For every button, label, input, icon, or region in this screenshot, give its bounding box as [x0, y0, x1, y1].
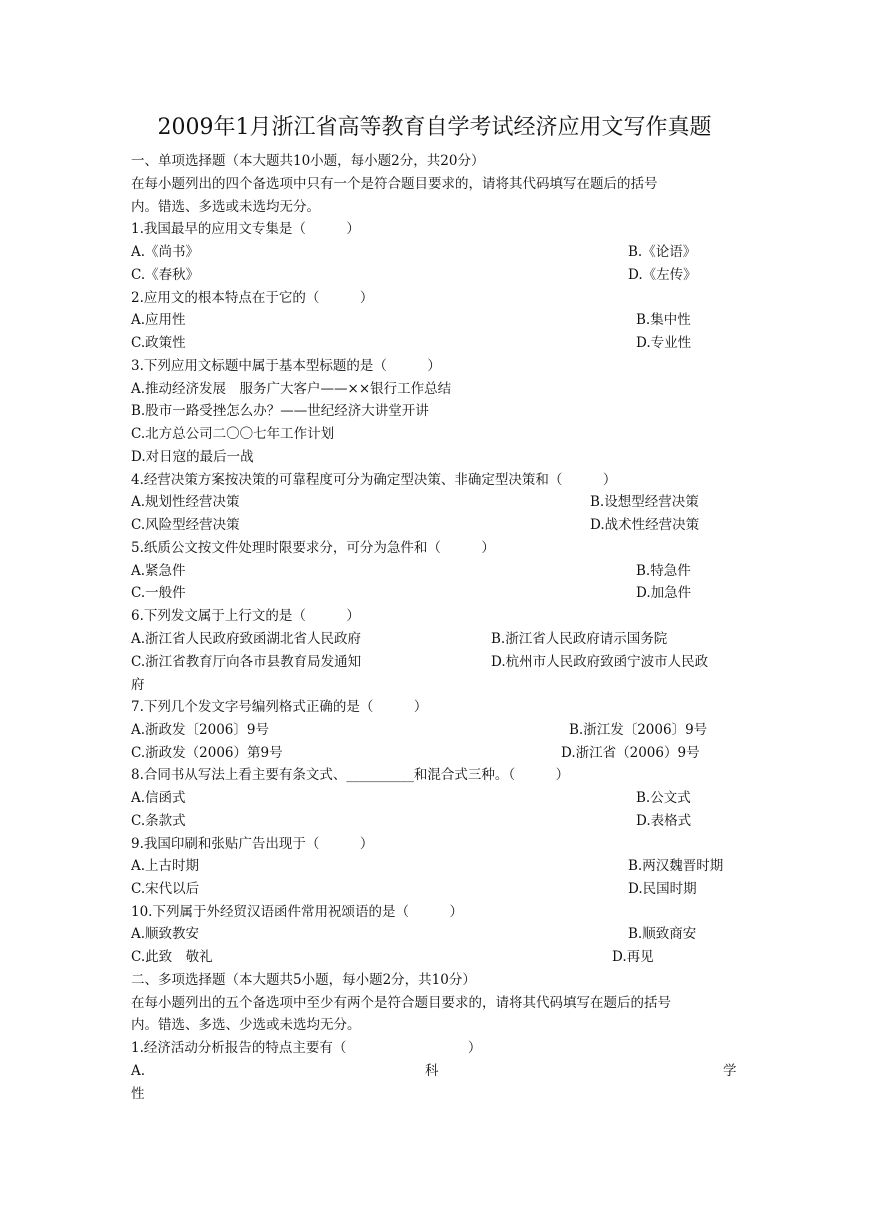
instruction-line: 在每小题列出的五个备选项中至少有两个是符合题目要求的，请将其代码填写在题后的括号 [131, 995, 671, 1011]
option-c: C.此致 敬礼 [131, 949, 213, 965]
question-stem: 6.下列发文属于上行文的是（ ） [131, 608, 360, 624]
option-b: B.两汉魏晋时期 [628, 858, 724, 874]
instruction-line: 在每小题列出的四个备选项中只有一个是符合题目要求的，请将其代码填写在题后的括号 [131, 176, 658, 192]
option-row [131, 923, 739, 945]
option-c: C.浙政发（2006）第9号 [131, 745, 283, 761]
question-stem: 4.经营决策方案按决策的可靠程度可分为确定型决策、非确定型决策和（ ） [131, 472, 617, 488]
option-row [131, 560, 739, 582]
option-a: A.《尚书》 [131, 244, 200, 260]
option-d: D.对日寇的最后一战 [131, 449, 254, 465]
option-d: D.加急件 [636, 585, 692, 601]
option-d: D.表格式 [636, 813, 692, 829]
option-d: D.专业性 [636, 335, 692, 351]
option-c: C.风险型经营决策 [131, 517, 240, 533]
instruction-line: 内。错选、多选、少选或未选均无分。 [131, 1017, 361, 1033]
option-a: A.信函式 [131, 790, 186, 806]
option-row [131, 855, 739, 877]
option-row [131, 514, 739, 536]
option-b: B.设想型经营决策 [590, 494, 699, 510]
option-a: A.浙江省人民政府致函湖北省人民政府 [131, 631, 362, 647]
option-row [131, 719, 739, 741]
option-a: A.紧急件 [131, 563, 186, 579]
option-d: D.再见 [612, 949, 654, 965]
option-row [131, 810, 739, 832]
option-d: D.民国时期 [628, 881, 697, 897]
option-c: C.条款式 [131, 813, 186, 829]
option-c: C.北方总公司二〇〇七年工作计划 [131, 426, 335, 442]
option-a: A.上古时期 [131, 858, 200, 874]
option-row [131, 582, 739, 604]
option-row [131, 878, 739, 900]
option-a: A.规划性经营决策 [131, 494, 240, 510]
option-a: A.推动经济发展 服务广大客户——××银行工作总结 [131, 381, 452, 397]
option-row [131, 264, 739, 286]
option-row [131, 241, 739, 263]
question-stem: 3.下列应用文标题中属于基本型标题的是（ ） [131, 358, 441, 374]
question-stem: 1.经济活动分析报告的特点主要有（ ） [131, 1040, 482, 1056]
option-d: D.杭州市人民政府致函宁波市人民政 [491, 654, 709, 670]
option-row [131, 946, 739, 968]
option-a-text: 学 [723, 1063, 737, 1079]
option-b: B.顺致商安 [628, 926, 697, 942]
question-stem: 5.纸质公文按文件处理时限要求分，可分为急件和（ ） [131, 540, 495, 556]
option-c: C.宋代以后 [131, 881, 200, 897]
option-row [131, 742, 739, 764]
instruction-line: 内。错选、多选或未选均无分。 [131, 199, 320, 215]
option-c: C.一般件 [131, 585, 186, 601]
question-stem: 2.应用文的根本特点在于它的（ ） [131, 290, 374, 306]
section-heading: 二、多项选择题（本大题共5小题，每小题2分，共10分） [131, 972, 476, 988]
option-b: B.公文式 [636, 790, 691, 806]
option-b: B.浙江发〔2006〕9号 [569, 722, 708, 738]
option-row [131, 787, 739, 809]
option-c: C.《春秋》 [131, 267, 200, 283]
section-heading: 一、单项选择题（本大题共10小题，每小题2分，共20分） [131, 153, 485, 169]
question-stem: 8.合同书从写法上看主要有条文式、__________和混合式三种。（ ） [131, 767, 570, 783]
option-d: D.浙江省（2006）9号 [561, 745, 700, 761]
option-d: D.《左传》 [628, 267, 697, 283]
question-stem: 10.下列属于外经贸汉语函件常用祝颂语的是（ ） [131, 904, 463, 920]
option-row [131, 628, 739, 650]
question-stem: 7.下列几个发文字号编列格式正确的是（ ） [131, 699, 428, 715]
option-b: B.特急件 [636, 563, 691, 579]
page-title: 2009年1月浙江省高等教育自学考试经济应用文写作真题 [157, 115, 712, 140]
option-row [131, 309, 739, 331]
option-b: B.浙江省人民政府请示国务院 [491, 631, 668, 647]
option-c: C.浙江省教育厅向各市县教育局发通知 [131, 654, 362, 670]
option-b: B.集中性 [636, 312, 691, 328]
option-a-text: 科 [425, 1063, 439, 1079]
question-stem: 9.我国印刷和张贴广告出现于（ ） [131, 836, 374, 852]
option-b: B.股市一路受挫怎么办？——世纪经济大讲堂开讲 [131, 403, 429, 419]
option-d-continuation: 府 [131, 677, 145, 693]
option-a-label: A. [131, 1063, 146, 1079]
option-a: A.浙政发〔2006〕9号 [131, 722, 269, 738]
option-c: C.政策性 [131, 335, 186, 351]
option-b: B.《论语》 [628, 244, 697, 260]
question-stem: 1.我国最早的应用文专集是（ ） [131, 221, 360, 237]
option-a-continuation: 性 [131, 1086, 145, 1102]
option-a: A.顺致教安 [131, 926, 200, 942]
option-row [131, 651, 739, 673]
option-row [131, 332, 739, 354]
option-a: A.应用性 [131, 312, 186, 328]
option-d: D.战术性经营决策 [590, 517, 700, 533]
option-row [131, 491, 739, 513]
